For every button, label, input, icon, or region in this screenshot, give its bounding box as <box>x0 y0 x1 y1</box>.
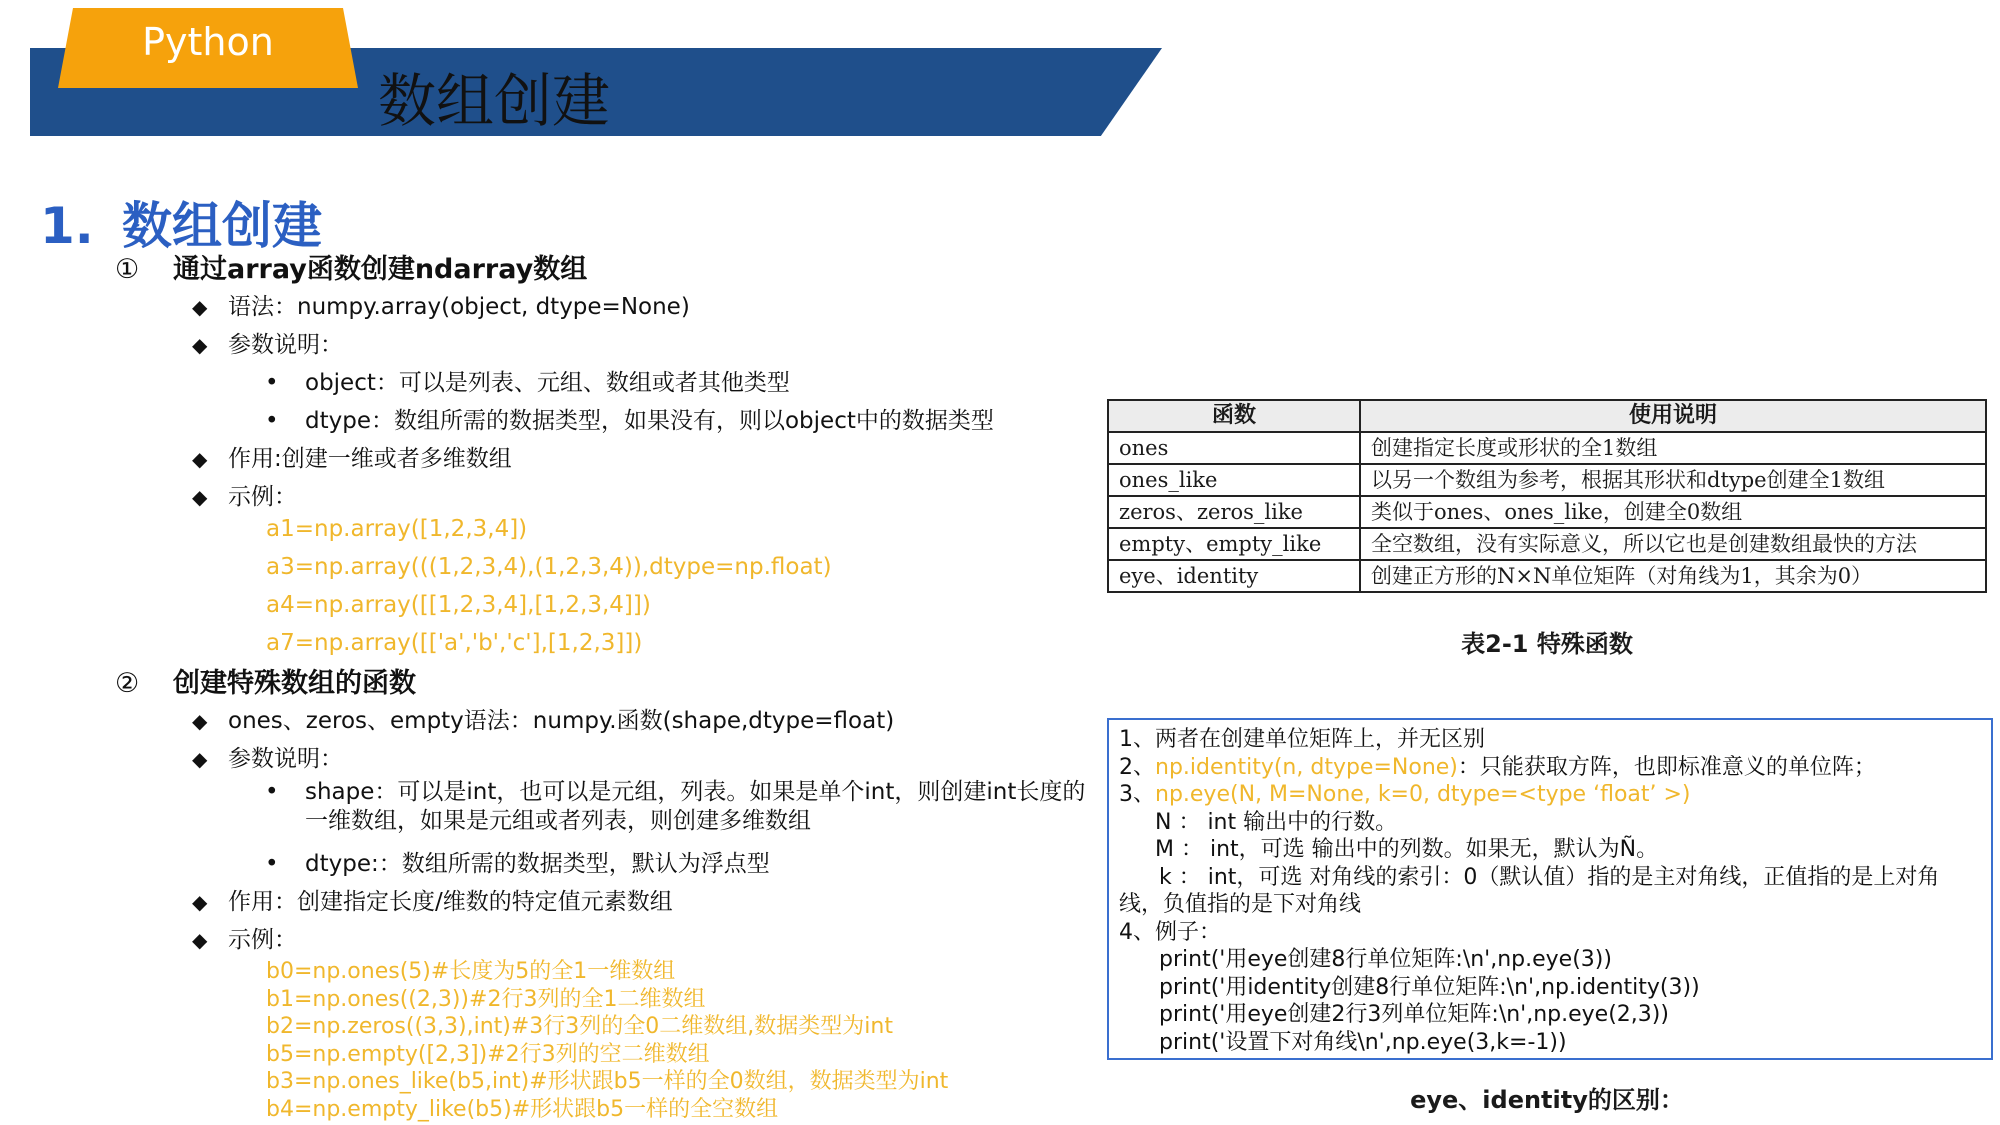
part1-example-2: a3=np.array(((1,2,3,4),(1,2,3,4)),dtype=np.float) <box>266 554 832 580</box>
part2-example-5: b3=np.ones_like(b5,int)#形状跟b5一样的全0数组，数据类型为int <box>266 1069 949 1094</box>
table-header-function: 函数 <box>1108 400 1360 432</box>
part2-syntax: ◆ ones、zeros、empty语法：numpy.函数(shape,dtype=float) <box>192 708 895 734</box>
part2-example-3: b2=np.zeros((3,3),int)#3行3列的全0二维数组,数据类型为int <box>266 1014 893 1039</box>
eye-identity-note-box <box>1107 718 1993 1060</box>
table-row <box>1108 464 1986 496</box>
note-code-line: print('用eye创建8行单位矩阵:\n',np.eye(3)) <box>1159 947 1612 972</box>
diamond-bullet-icon: ◆ <box>192 890 208 914</box>
note-line: N ： int 输出中的行数。 <box>1155 809 1398 835</box>
dot-bullet-icon: • <box>265 779 279 805</box>
diamond-bullet-icon: ◆ <box>192 447 208 471</box>
part1-example-3: a4=np.array([[1,2,3,4],[1,2,3,4]]) <box>266 592 651 618</box>
part1-purpose: ◆ 作用:创建一维或者多维数组 <box>192 446 512 472</box>
section-title: 数组创建 <box>122 197 322 255</box>
table-caption: 表2-1 特殊函数 <box>1461 630 1633 658</box>
part2-examples <box>266 958 948 1123</box>
part2-param-shape: • shape：可以是int，也可以是元组，列表。如果是单个int，则创建int长度的 一维数组，如果是元组或者列表，则创建多维数组 <box>265 779 1086 834</box>
part2-example-label: ◆ 示例： <box>192 927 297 953</box>
eye-signature: np.eye(N, M=None, k=0, dtype=<type ‘float’ >) <box>1155 782 1691 807</box>
part2-title: 创建特殊数组的函数 <box>173 668 416 699</box>
part1-example-4: a7=np.array([['a','b','c'],[1,2,3]]) <box>266 630 643 656</box>
section-number: 1. <box>40 197 94 255</box>
table-row <box>1108 432 1986 464</box>
part2-marker: ② <box>115 668 140 699</box>
part2-example-4: b5=np.empty([2,3])#2行3列的空二维数组 <box>266 1041 710 1067</box>
table-cell-usage: 类似于ones、ones_like，创建全0数组 <box>1360 496 1986 528</box>
note-line: M ： int，可选 输出中的列数。如果无，默认为Ñ。 <box>1155 837 1659 862</box>
note-line: 4、例子： <box>1119 919 1221 945</box>
table-cell-usage: 全空数组，没有实际意义，所以它也是创建数组最快的方法 <box>1360 528 1986 560</box>
part2-purpose: ◆ 作用：创建指定长度/维数的特定值元素数组 <box>192 889 673 915</box>
diamond-bullet-icon: ◆ <box>192 747 208 771</box>
table-cell-function: eye、identity <box>1108 560 1360 592</box>
table-header-usage: 使用说明 <box>1360 400 1986 432</box>
table-row <box>1108 528 1986 560</box>
diamond-bullet-icon: ◆ <box>192 295 208 319</box>
table-cell-function: empty、empty_like <box>1108 528 1360 560</box>
note-line: 1、两者在创建单位矩阵上，并无区别 <box>1119 727 1485 752</box>
part1-marker: ① <box>115 254 140 285</box>
note-code-line: print('设置下对角线\n',np.eye(3,k=-1)) <box>1159 1029 1567 1055</box>
note-line: 线，负值指的是下对角线 <box>1119 892 1362 917</box>
part2-params-label: ◆ 参数说明： <box>192 746 343 772</box>
diamond-bullet-icon: ◆ <box>192 333 208 357</box>
table-row <box>1108 560 1986 592</box>
part2-example-1: b0=np.ones(5)#长度为5的全1一维数组 <box>266 959 676 984</box>
part1-example-label: ◆ 示例： <box>192 484 297 510</box>
dot-bullet-icon: • <box>265 851 279 877</box>
part2-example-6: b4=np.empty_like(b5)#形状跟b5一样的全空数组 <box>266 1096 779 1122</box>
note-caption: eye、identity的区别： <box>1410 1086 1684 1114</box>
table-cell-function: ones_like <box>1108 464 1360 496</box>
python-tag-label: Python <box>142 20 274 64</box>
part1-params-label: ◆ 参数说明： <box>192 332 343 358</box>
part1-example-1: a1=np.array([1,2,3,4]) <box>266 516 528 542</box>
table-cell-usage: 创建正方形的N×N单位矩阵（对角线为1，其余为0） <box>1360 560 1986 592</box>
identity-signature: np.identity(n, dtype=None) <box>1155 754 1458 780</box>
part2-heading <box>115 661 416 700</box>
dot-bullet-icon: • <box>265 408 279 434</box>
slide-title: 数组创建 <box>378 67 611 135</box>
note-code-line: print('用identity创建8行单位矩阵:\n',np.identity(3)) <box>1159 974 1700 1000</box>
part1-param-object: • object：可以是列表、元组、数组或者其他类型 <box>265 370 790 396</box>
special-functions-table <box>1107 399 1987 593</box>
part1-heading <box>115 247 587 286</box>
part1-param-dtype: • dtype：数组所需的数据类型，如果没有，则以object中的数据类型 <box>265 408 994 434</box>
table-cell-function: zeros、zeros_like <box>1108 496 1360 528</box>
diamond-bullet-icon: ◆ <box>192 485 208 509</box>
diamond-bullet-icon: ◆ <box>192 709 208 733</box>
dot-bullet-icon: • <box>265 370 279 396</box>
note-line: k ： int，可选 对角线的索引：0（默认值）指的是主对角线，正值指的是上对角 <box>1159 864 1940 890</box>
part1-syntax: ◆ 语法：numpy.array(object, dtype=None) <box>192 294 690 320</box>
note-code-line: print('用eye创建2行3列单位矩阵:\n',np.eye(2,3)) <box>1159 1002 1669 1027</box>
part2-example-2: b1=np.ones((2,3))#2行3列的全1二维数组 <box>266 986 706 1012</box>
table-cell-usage: 创建指定长度或形状的全1数组 <box>1360 432 1986 464</box>
note-line: 3、np.eye(N, M=None, k=0, dtype=<type ‘float’ >) <box>1119 782 1691 807</box>
table-cell-function: ones <box>1108 432 1360 464</box>
part2-param-dtype: • dtype:：数组所需的数据类型，默认为浮点型 <box>265 851 770 877</box>
table-row <box>1108 496 1986 528</box>
note-line: 2、np.identity(n, dtype=None)：只能获取方阵，也即标准意义的单位阵； <box>1119 754 1876 780</box>
table-cell-usage: 以另一个数组为参考，根据其形状和dtype创建全1数组 <box>1360 464 1986 496</box>
part1-title: 通过array函数创建ndarray数组 <box>173 254 588 285</box>
diamond-bullet-icon: ◆ <box>192 928 208 952</box>
table-header-row <box>1108 400 1986 432</box>
